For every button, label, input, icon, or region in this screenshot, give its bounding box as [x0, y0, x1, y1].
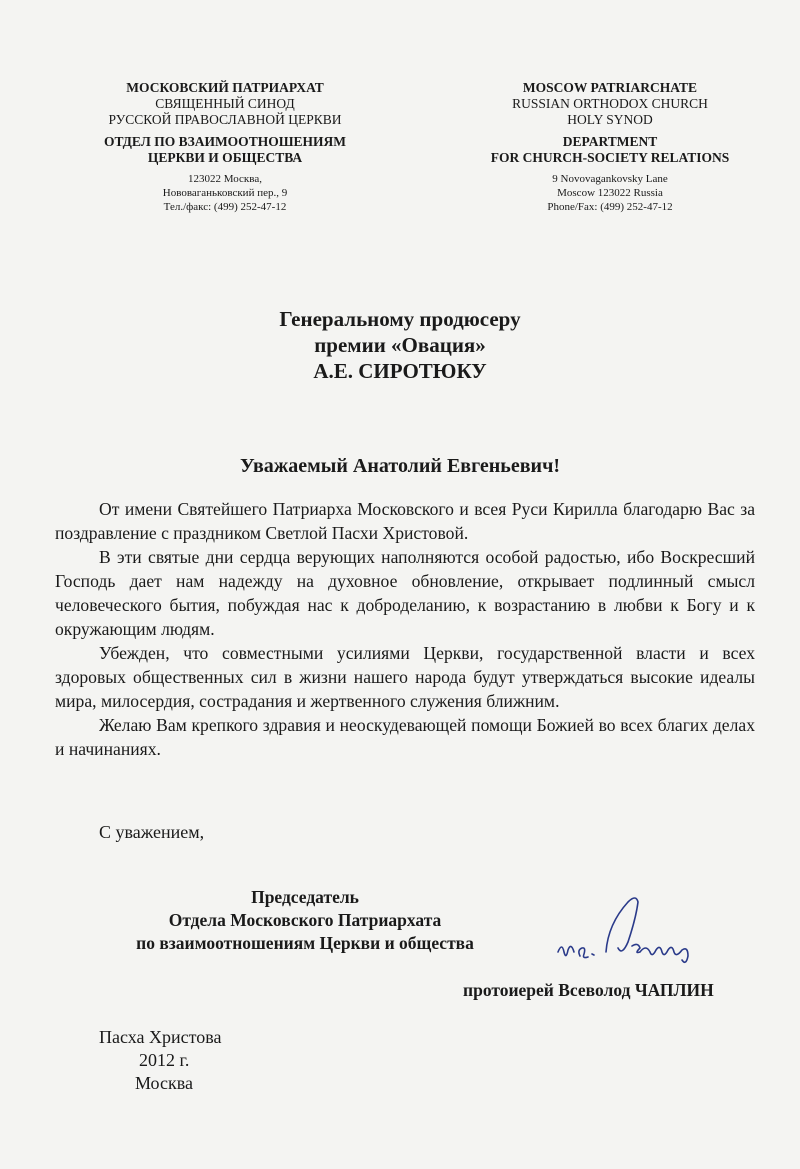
- position-line2: Отдела Московского Патриархата: [168, 910, 442, 930]
- phone-en: Phone/Fax: (499) 252-47-12: [547, 201, 673, 213]
- addressee-title: Генеральному продюсеру: [279, 307, 521, 331]
- signatory-name: протоиерей Всеволод ЧАПЛИН: [463, 980, 714, 1000]
- letterhead-russian: [95, 80, 355, 214]
- addressee-award: премии «Овация»: [314, 333, 486, 357]
- date-year: 2012 г.: [139, 1050, 190, 1070]
- position-line3: по взаимоотношениям Церкви и общества: [136, 933, 474, 953]
- addressee-name: А.Е. СИРОТЮКУ: [313, 359, 487, 383]
- address-line1-en: 9 Novovagankovsky Lane: [552, 173, 668, 185]
- paragraph: Убежден, что совместными усилиями Церкви, государственной власти и всех здоровых общественных сил в жизни нашего народа будут утверждаться высокие идеалы мира, милосердия, сострадания и жертвенного служения ближним.: [55, 643, 755, 711]
- paragraph: От имени Святейшего Патриарха Московского и всея Руси Кирилла благодарю Вас за поздравление с праздником Светлой Пасхи Христовой.: [55, 499, 755, 543]
- addressee-block: [0, 306, 800, 384]
- greeting: Уважаемый Анатолий Евгеньевич!: [239, 455, 561, 477]
- date-occasion: Пасха Христова: [99, 1027, 222, 1047]
- department-line1-en: DEPARTMENT: [562, 134, 658, 149]
- paragraph: В эти святые дни сердца верующих наполняются особой радостью, ибо Воскресший Господь дает нам надежду на духовное обновление, открывает подлинный смысл человеческого бытия, побуждая нас к доброделанию, к возрастанию в любви к Богу и к окружающим людям.: [55, 547, 755, 639]
- synod-line-en: HOLY SYNOD: [567, 112, 653, 127]
- synod-line1-ru: СВЯЩЕННЫЙ СИНОД: [155, 96, 295, 111]
- department-line2-en: FOR CHURCH-SOCIETY RELATIONS: [490, 150, 730, 165]
- department-line1-ru: ОТДЕЛ ПО ВЗАИМООТНОШЕНИЯМ: [103, 134, 347, 149]
- paragraph: Желаю Вам крепкого здравия и неоскудевающей помощи Божией во всех благих делах и начинаниях.: [55, 715, 755, 759]
- department-line2-ru: ЦЕРКВИ И ОБЩЕСТВА: [147, 150, 303, 165]
- org-name-en: MOSCOW PATRIARCHATE: [522, 80, 698, 95]
- church-line-en: RUSSIAN ORTHODOX CHURCH: [512, 96, 708, 111]
- date-place-block: [99, 1026, 222, 1095]
- position-line1: Председатель: [251, 887, 359, 907]
- phone-ru: Тел./факс: (499) 252-47-12: [163, 201, 287, 213]
- org-name-ru: МОСКОВСКИЙ ПАТРИАРХАТ: [126, 80, 324, 95]
- address-line2-ru: Нововаганьковский пер., 9: [162, 187, 288, 199]
- handwritten-signature: [540, 890, 740, 980]
- letter-body: [55, 497, 755, 761]
- closing: С уважением,: [99, 822, 205, 842]
- address-line1-ru: 123022 Москва,: [188, 173, 262, 185]
- address-line2-en: Moscow 123022 Russia: [557, 187, 663, 199]
- synod-line2-ru: РУССКОЙ ПРАВОСЛАВНОЙ ЦЕРКВИ: [108, 112, 342, 127]
- signatory-position: [0, 886, 610, 955]
- letterhead-english: [470, 80, 750, 214]
- date-city: Москва: [135, 1073, 193, 1093]
